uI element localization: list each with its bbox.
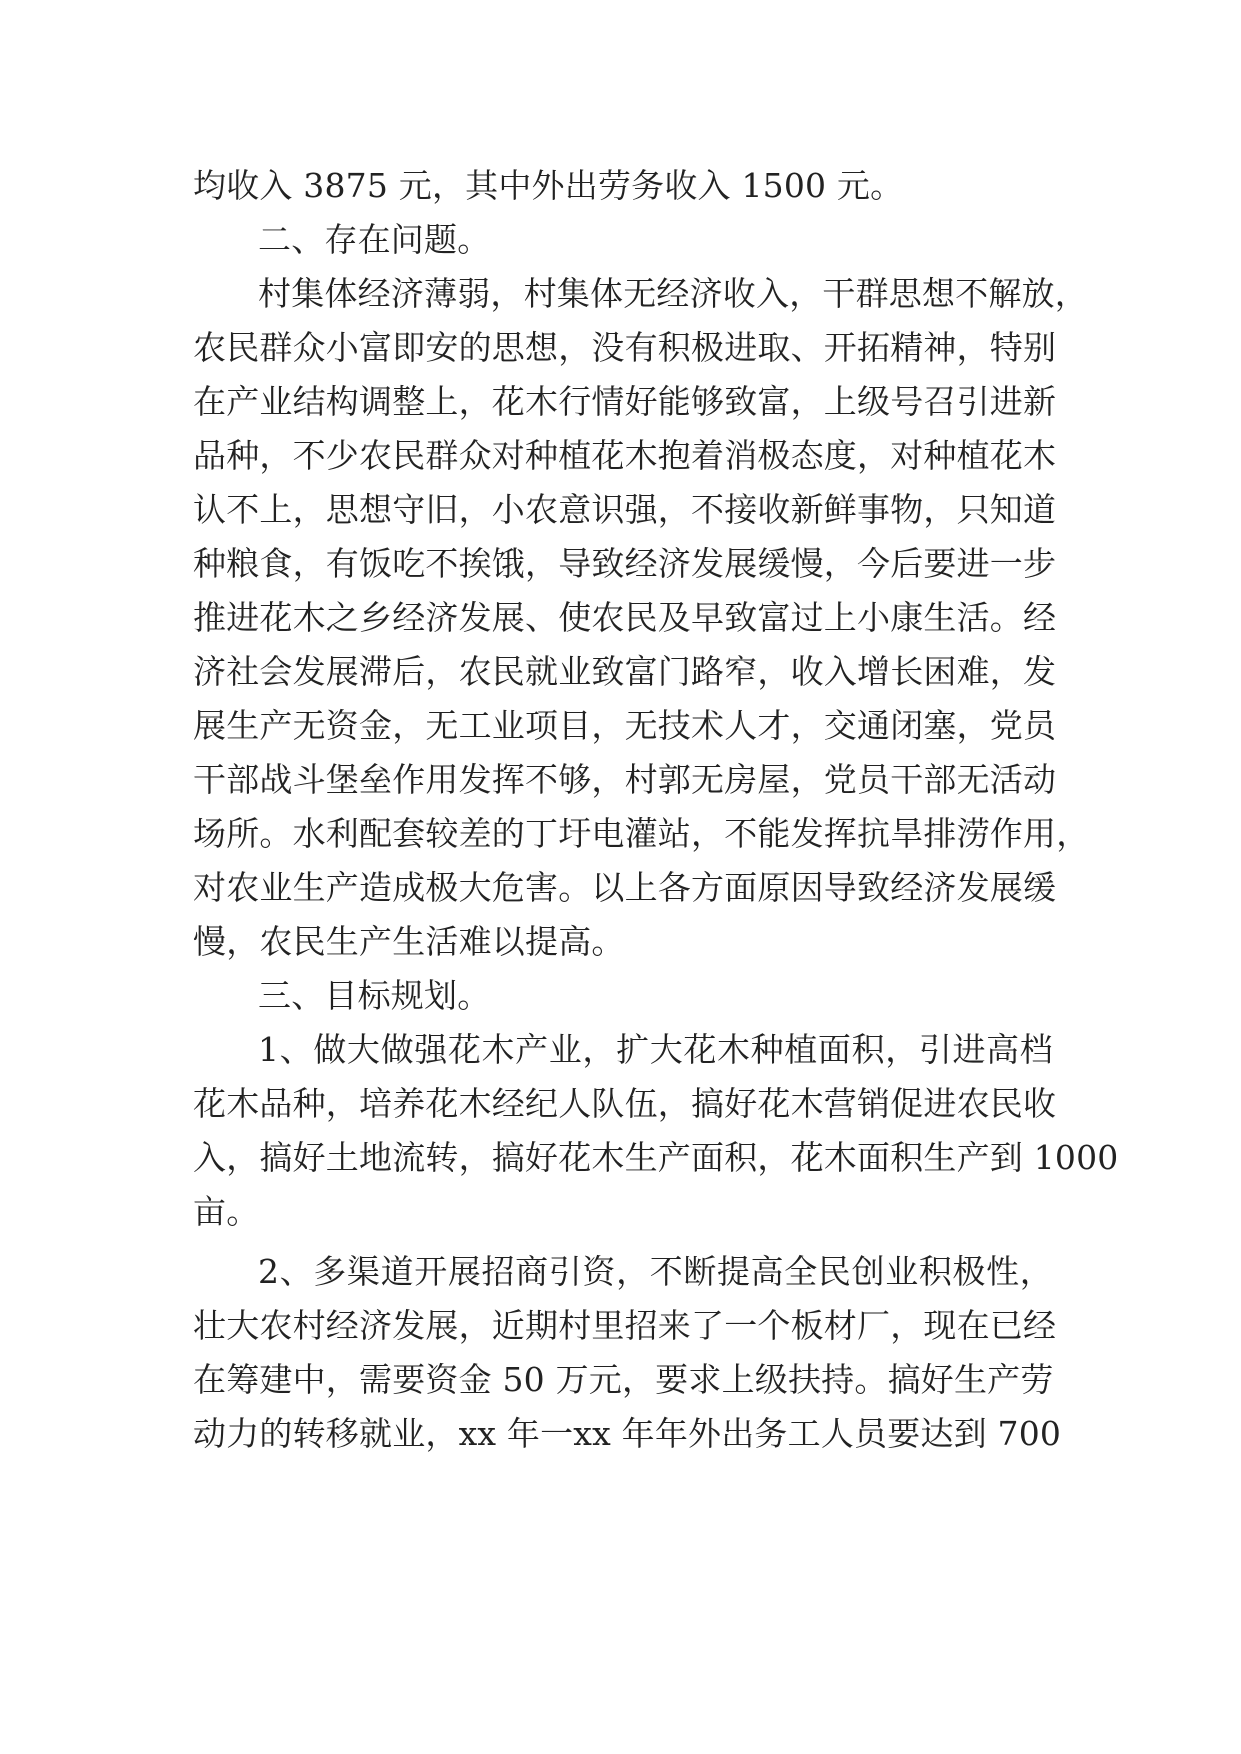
text-line: 入，搞好土地流转，搞好花木生产面积，花木面积生产到 1000	[193, 1138, 1119, 1177]
text-line: 推进花木之乡经济发展、使农民及早致富过上小康生活。经	[193, 598, 1057, 637]
text-line: 在筹建中，需要资金 50 万元，要求上级扶持。搞好生产劳	[193, 1360, 1054, 1399]
text-line: 认不上，思想守旧，小农意识强，不接收新鲜事物，只知道	[193, 490, 1057, 529]
text-line: 亩。	[193, 1192, 260, 1231]
text-line: 村集体经济薄弱，村集体无经济收入，干群思想不解放，	[258, 274, 1088, 313]
text-line: 2、多渠道开展招商引资，不断提高全民创业积极性，	[258, 1252, 1053, 1291]
text-line: 对农业生产造成极大危害。以上各方面原因导致经济发展缓	[193, 868, 1057, 907]
text-line: 品种，不少农民群众对种植花木抱着消极态度，对种植花木	[193, 436, 1057, 475]
text-line: 在产业结构调整上，花木行情好能够致富，上级号召引进新	[193, 382, 1057, 421]
text-line: 均收入 3875 元，其中外出劳务收入 1500 元。	[193, 166, 904, 205]
text-line: 慢，农民生产生活难以提高。	[193, 922, 625, 961]
text-line: 种粮食，有饭吃不挨饿，导致经济发展缓慢，今后要进一步	[193, 544, 1057, 583]
text-line: 干部战斗堡垒作用发挥不够，村郭无房屋，党员干部无活动	[193, 760, 1057, 799]
text-line: 1、做大做强花木产业，扩大花木种植面积，引进高档	[258, 1030, 1053, 1069]
text-line: 展生产无资金，无工业项目，无技术人才，交通闭塞，党员	[193, 706, 1057, 745]
text-line: 动力的转移就业，xx 年一xx 年年外出务工人员要达到 700	[193, 1414, 1062, 1453]
text-line: 壮大农村经济发展，近期村里招来了一个板材厂，现在已经	[193, 1306, 1057, 1345]
text-line: 花木品种，培养花木经纪人队伍，搞好花木营销促进农民收	[193, 1084, 1057, 1123]
text-line: 济社会发展滞后，农民就业致富门路窄，收入增长困难，发	[193, 652, 1057, 691]
section-heading: 二、存在问题。	[258, 220, 491, 259]
text-line: 场所。水利配套较差的丁圩电灌站，不能发挥抗旱排涝作用，	[193, 814, 1090, 853]
text-line: 农民群众小富即安的思想，没有积极进取、开拓精神，特别	[193, 328, 1057, 367]
section-heading: 三、目标规划。	[258, 976, 491, 1015]
